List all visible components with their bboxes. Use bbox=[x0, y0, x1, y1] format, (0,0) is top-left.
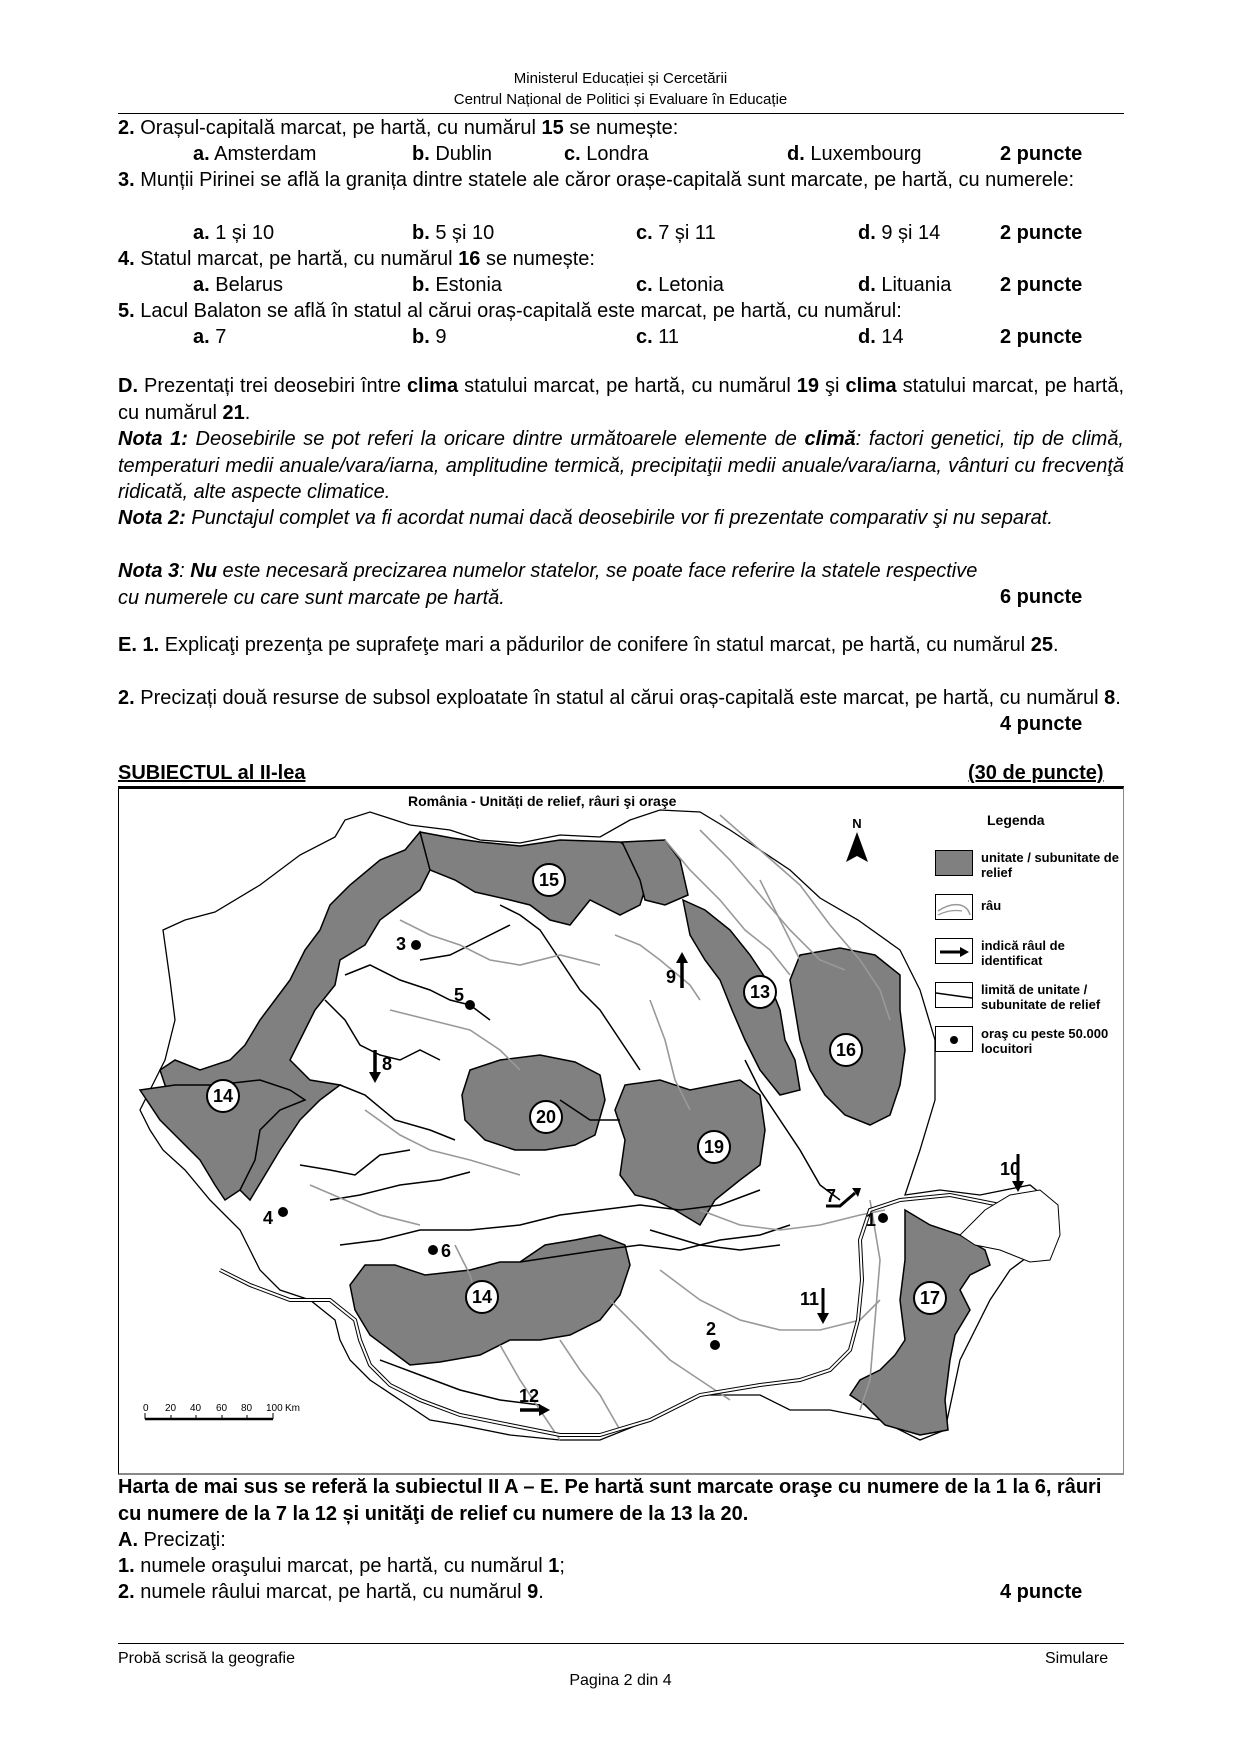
svg-text:0: 0 bbox=[143, 1403, 149, 1414]
section-e-1: E. 1. Explicaţi prezenţa pe suprafeţe mari a pădurilor de conifere în statul marcat, pe hartă, cu numărul 25. bbox=[118, 634, 1059, 656]
option-c: c. Letonia bbox=[636, 274, 724, 296]
option-c: c. 7 și 11 bbox=[636, 222, 716, 244]
nota-2: Nota 2: Punctajul complet va fi acordat numai dacă deosebirile vor fi prezentate comparativ şi nu separat. bbox=[118, 507, 1053, 529]
nota-3: Nota 3: Nu este necesară precizarea numelor statelor, se poate face referire la statele respective cu numerele cu care sunt marcate pe hartă. bbox=[118, 560, 978, 609]
map-legend bbox=[935, 800, 1125, 1080]
svg-text:1: 1 bbox=[866, 1210, 877, 1230]
option-a: a. 7 bbox=[193, 326, 227, 348]
question-number: 2. bbox=[118, 117, 135, 139]
relief-swatch-icon bbox=[935, 850, 973, 876]
legend-title: Legenda bbox=[987, 812, 1045, 828]
option-c: c. Londra bbox=[564, 143, 649, 165]
option-a: a. Belarus bbox=[193, 274, 284, 296]
legend-item-city: oraş cu peste 50.000 locuitori bbox=[935, 1026, 1121, 1056]
map-title: România - Unități de relief, râuri şi oraşe bbox=[408, 793, 677, 809]
question-5: 5. Lacul Balaton se află în statul al cărui oraș-capitală este marcat, pe hartă, cu numărul: bbox=[118, 300, 902, 322]
footer-left: Probă scrisă la geografie bbox=[118, 1650, 295, 1667]
relief-unit-20 bbox=[462, 1055, 605, 1150]
legend-item-river: râu bbox=[935, 894, 1121, 920]
north-arrow-icon bbox=[846, 816, 868, 862]
section-d: D. Prezentați trei deosebiri între clima statului marcat, pe hartă, cu numărul 19 şi clima statului marcat, pe hartă, cu numărul 21. bbox=[118, 375, 1124, 424]
svg-text:16: 16 bbox=[835, 1040, 857, 1060]
option-d: d. 9 și 14 bbox=[858, 222, 941, 244]
legend-item-arrow: indică râul de identificat bbox=[935, 938, 1121, 968]
svg-text:10: 10 bbox=[1000, 1159, 1021, 1179]
svg-text:3: 3 bbox=[396, 934, 407, 954]
points: 6 puncte bbox=[1000, 586, 1083, 608]
svg-text:5: 5 bbox=[454, 985, 465, 1005]
option-a: a. Amsterdam bbox=[193, 143, 317, 165]
svg-text:20: 20 bbox=[165, 1403, 177, 1414]
svg-text:40: 40 bbox=[190, 1403, 202, 1414]
page-number: Pagina 2 din 4 bbox=[569, 1672, 672, 1689]
svg-text:19: 19 bbox=[703, 1137, 725, 1157]
map-caption: Harta de mai sus se referă la subiectul II A – E. Pe hartă sunt marcate oraşe cu numere de la 1 la 6, râuri cu numere de la 7 la 12 și unităţi de relief cu numere de la 13 la 20. bbox=[118, 1476, 1102, 1525]
legend-item-boundary: limită de unitate / subunitate de relief bbox=[935, 982, 1121, 1012]
question-3: 3. Munții Pirinei se află la granița dintre statele ale căror orașe-capitală sunt marcate, pe hartă, cu numerele: bbox=[118, 169, 1075, 191]
svg-text:14: 14 bbox=[471, 1287, 493, 1307]
svg-text:60: 60 bbox=[216, 1403, 228, 1414]
svg-text:Km: Km bbox=[285, 1403, 300, 1414]
option-b: b. Estonia bbox=[412, 274, 503, 296]
boundary-swatch-icon bbox=[935, 982, 973, 1008]
svg-text:100: 100 bbox=[266, 1403, 283, 1414]
footer-right: Simulare bbox=[1045, 1650, 1109, 1667]
points: 4 puncte bbox=[1000, 713, 1083, 735]
svg-text:6: 6 bbox=[441, 1241, 452, 1261]
question-4: 4. Statul marcat, pe hartă, cu numărul 16 se numește: bbox=[118, 248, 595, 270]
svg-text:20: 20 bbox=[535, 1107, 557, 1127]
option-a: a. 1 și 10 bbox=[193, 222, 275, 244]
svg-text:N: N bbox=[852, 816, 862, 831]
header-center: Centrul Național de Politici și Evaluare în Educație bbox=[453, 91, 788, 108]
points: 2 puncte bbox=[1000, 326, 1083, 348]
svg-text:4: 4 bbox=[263, 1208, 274, 1228]
city-swatch-icon bbox=[935, 1026, 973, 1052]
subject-2-points: (30 de puncte) bbox=[968, 762, 1104, 784]
river-swatch-icon bbox=[935, 894, 973, 920]
section-e-2: 2. Precizați două resurse de subsol exploatate în statul al cărui oraș-capitală este marcat, pe hartă, cu numărul 8. bbox=[118, 687, 1121, 709]
option-c: c. 11 bbox=[636, 326, 680, 348]
svg-text:7: 7 bbox=[826, 1186, 837, 1206]
footer-divider bbox=[118, 1643, 1124, 1644]
points: 4 puncte bbox=[1000, 1581, 1083, 1603]
legend-item-relief: unitate / subunitate de relief bbox=[935, 850, 1121, 880]
header-ministry: Ministerul Educației și Cercetării bbox=[513, 70, 728, 87]
svg-text:14: 14 bbox=[212, 1086, 234, 1106]
points: 2 puncte bbox=[1000, 274, 1083, 296]
svg-text:13: 13 bbox=[749, 982, 771, 1002]
svg-text:15: 15 bbox=[538, 870, 560, 890]
scale-bar bbox=[143, 1403, 300, 1419]
section-a-q1: 1. numele oraşului marcat, pe hartă, cu numărul 1; bbox=[118, 1555, 565, 1577]
points: 2 puncte bbox=[1000, 222, 1083, 244]
svg-text:12: 12 bbox=[519, 1386, 540, 1406]
subject-2-title: SUBIECTUL al II-lea bbox=[118, 762, 306, 784]
nota-1: Nota 1: Deosebirile se pot referi la oricare dintre următoarele elemente de climă: factori genetici, tip de climă, temperaturi medii anuale/vara/iarna, amplitudine termică, precipitaţii medii anuale/vara/iarna, vânturi cu frecvenţă ridicată, alte aspecte climatice. bbox=[118, 428, 1124, 503]
points: 2 puncte bbox=[1000, 143, 1083, 165]
option-b: b. Dublin bbox=[412, 143, 493, 165]
option-b: b. 5 și 10 bbox=[412, 222, 495, 244]
svg-text:9: 9 bbox=[666, 967, 677, 987]
option-b: b. 9 bbox=[412, 326, 447, 348]
option-d: d. 14 bbox=[858, 326, 904, 348]
option-d: d. Lituania bbox=[858, 274, 952, 296]
arrow-swatch-icon bbox=[935, 938, 973, 964]
section-a-q2: 2. numele râului marcat, pe hartă, cu numărul 9. bbox=[118, 1581, 544, 1603]
svg-text:2: 2 bbox=[706, 1319, 717, 1339]
question-2: 2. Orașul-capitală marcat, pe hartă, cu numărul 15 se numește: bbox=[118, 117, 679, 139]
svg-text:80: 80 bbox=[241, 1403, 253, 1414]
svg-text:11: 11 bbox=[800, 1289, 820, 1309]
svg-text:8: 8 bbox=[382, 1054, 393, 1074]
section-a: A. Precizaţi: bbox=[118, 1529, 226, 1551]
option-d: d. Luxembourg bbox=[787, 143, 922, 165]
svg-text:17: 17 bbox=[919, 1288, 941, 1308]
